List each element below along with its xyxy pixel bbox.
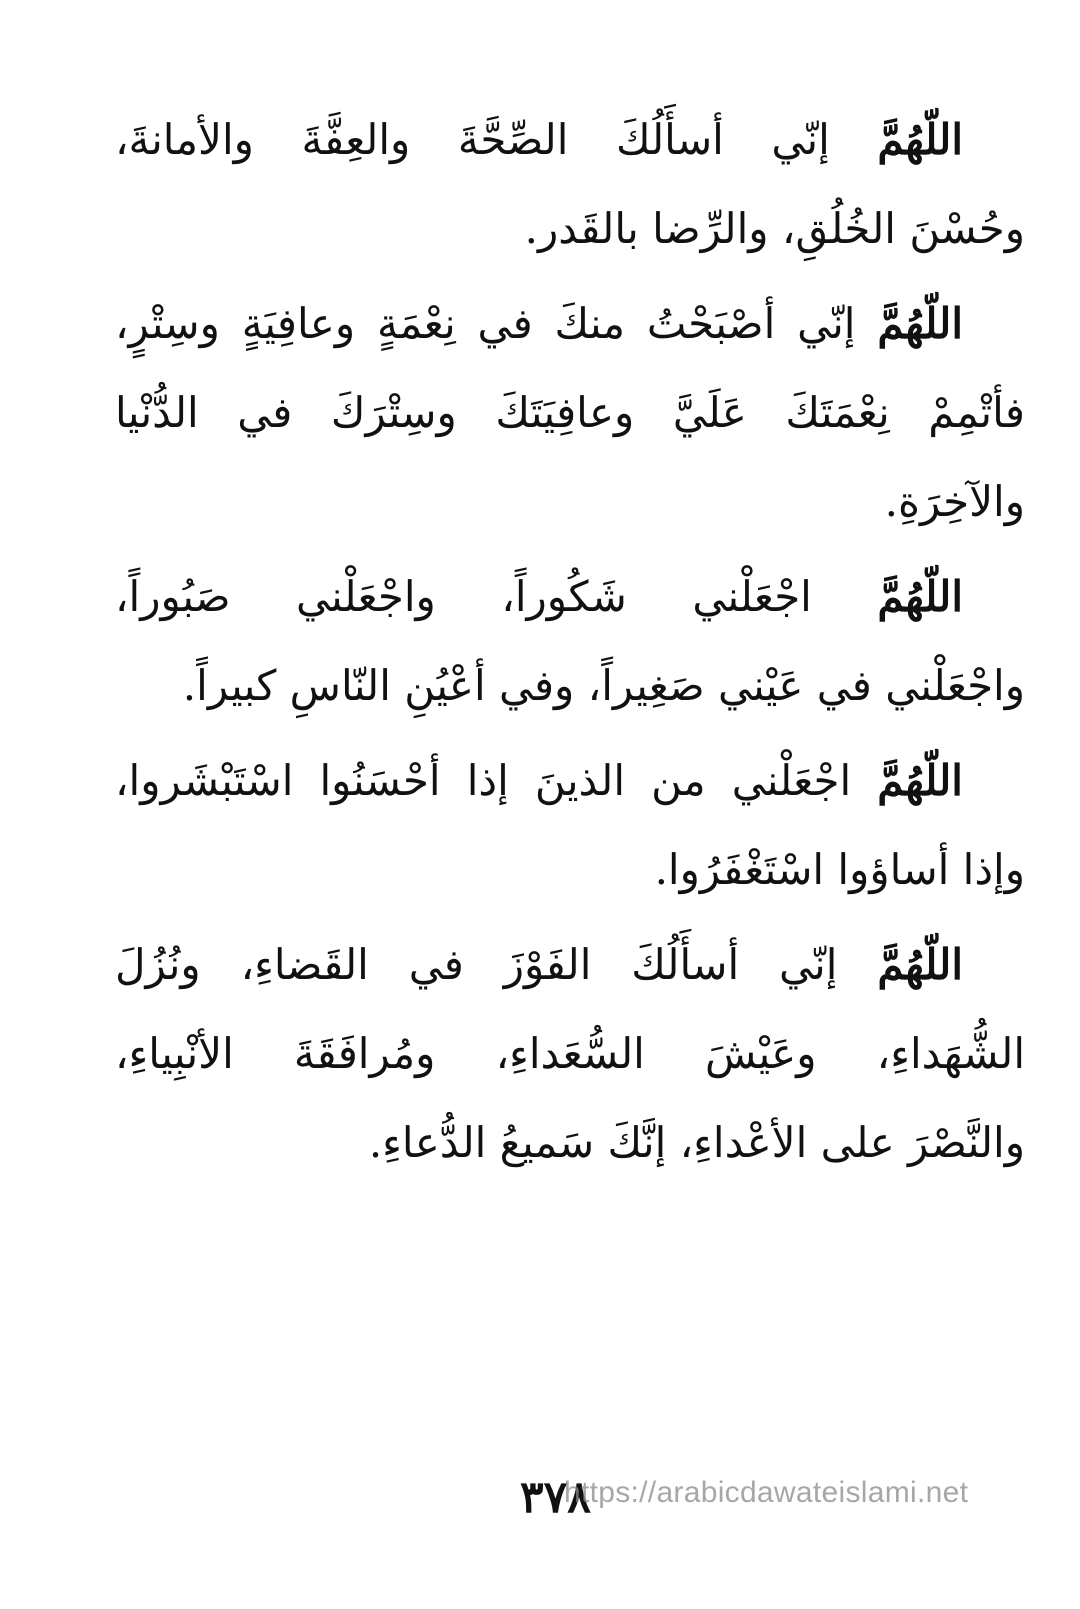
line-text: إنّي أصْبَحْتُ منكَ في نِعْمَةٍ وعافِيَةٍ وسِتْرٍ، [115,299,856,348]
lead-word: اللّهُمَّ [877,940,963,989]
text-line [115,920,1025,1009]
text-line: وحُسْنَ الخُلُقِ، والرِّضا بالقَدر. [524,204,1025,253]
paragraph-3 [115,552,1025,730]
text-line [115,95,1025,184]
line-text: إنّي أسأَلُكَ الصِّحَّةَ والعِفَّةَ والأمانةَ، [115,115,830,164]
text-line: وإذا أساؤوا اسْتَغْفَرُوا. [654,845,1025,894]
text-line: والآخِرَةِ. [884,477,1025,526]
paragraph-5 [115,920,1025,1187]
line-text: اجْعَلْني من الذينَ إذا أحْسَنُوا اسْتَبْشَروا، [115,756,852,805]
lead-word: اللّهُمَّ [877,756,963,805]
paragraph-1 [115,95,1025,273]
text-line: فأتْمِمْ نِعْمَتَكَ عَلَيَّ وعافِيَتَكَ وسِتْرَكَ في الدُّنْيا [115,388,1025,437]
line-text: إنّي أسأَلُكَ الفَوْزَ في القَضاءِ، ونُزُلَ [115,940,838,989]
text-line [115,736,1025,825]
line-text: اجْعَلْني شَكُوراً، واجْعَلْني صَبُوراً، [115,572,812,621]
lead-word: اللّهُمَّ [877,115,963,164]
lead-word: اللّهُمَّ [877,299,963,348]
lead-word: اللّهُمَّ [877,572,963,621]
text-line: واجْعَلْني في عَيْني صَغِيراً، وفي أعْيُنِ النّاسِ كبيراً. [182,661,1025,710]
text-line [115,279,1025,368]
text-line: الشُّهَداءِ، وعَيْشَ السُّعَداءِ، ومُرافَقَةَ الأنْبِياءِ، [115,1029,1025,1078]
page-number: ٣٧٨ [520,1472,591,1523]
paragraph-4 [115,736,1025,914]
paragraph-2 [115,279,1025,546]
prayer-text-block [115,95,1025,1193]
text-line [115,552,1025,641]
watermark-url: https://arabicdawateislami.net [564,1476,969,1509]
page-footer [0,1472,1080,1552]
text-line: والنَّصْرَ على الأعْداءِ، إنَّكَ سَميعُ الدُّعاءِ. [368,1118,1025,1167]
